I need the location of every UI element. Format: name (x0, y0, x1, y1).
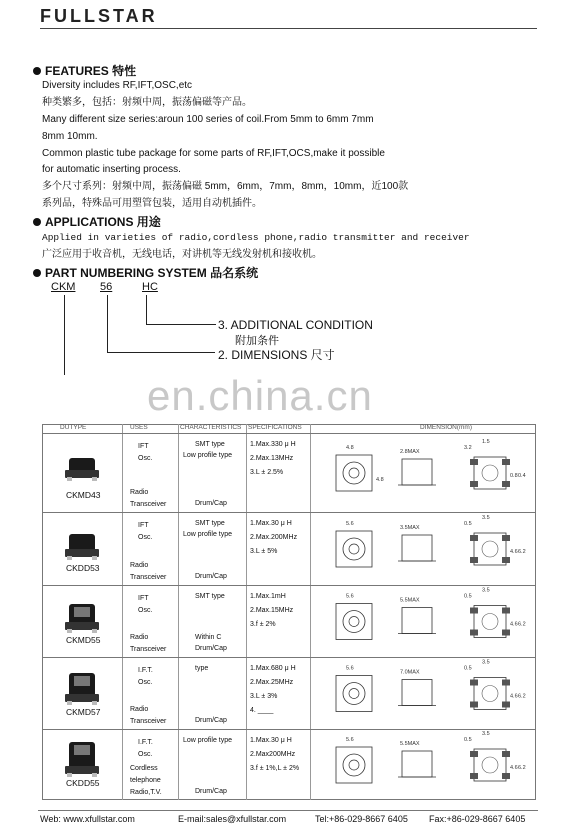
features-line: 多个尺寸系列：射频中周，振荡偏磁 5mm，6mm，7mm，8mm，10mm，近100款 (42, 181, 409, 192)
footprint-outline (474, 749, 506, 781)
component-pin (67, 701, 72, 705)
table-header: DIMENSION(mm) (420, 424, 472, 431)
applications-line: 广泛应用于收音机，无线电话，对讲机等无线发射机和接收机。 (42, 249, 322, 260)
footprint-core (482, 686, 498, 702)
features-line: Diversity includes RF,IFT,OSC,etc (42, 80, 193, 91)
component-base (65, 549, 99, 557)
dimension-label: 3.5 (482, 731, 490, 737)
footprint-core (482, 757, 498, 773)
row-divider (42, 729, 536, 730)
top-view-outline (336, 455, 372, 491)
footprint-pad (502, 702, 510, 708)
dimension-label: 5.6 (346, 665, 354, 672)
specification-text: 2.Max200MHz (250, 751, 296, 758)
top-view-core (343, 611, 365, 633)
header-divider (40, 28, 537, 29)
footprint-pad (470, 702, 478, 708)
component-photo (55, 668, 115, 708)
uses-text: Radio (130, 634, 149, 641)
component-pin (92, 629, 97, 633)
features-line: 8mm 10mm. (42, 131, 98, 142)
features-heading (33, 62, 136, 79)
footprint-pad (502, 481, 510, 487)
specification-text: 1.Max.680 μ H (250, 665, 296, 672)
dimension-label: 3.5 (482, 587, 490, 594)
dimension-label: 3.5 (482, 515, 490, 521)
dimension-drawing (314, 437, 534, 509)
specification-text: 2.Max.25MHz (250, 679, 294, 686)
bullet-icon (33, 269, 41, 277)
uses-text: Transceiver (130, 718, 167, 725)
connector-line (64, 295, 65, 375)
footprint-pad (502, 608, 510, 614)
component-pin (92, 701, 97, 705)
side-view-outline (402, 751, 432, 777)
column-divider (246, 424, 247, 800)
dimension-drawing (314, 516, 534, 582)
part-code-series: CKM (51, 281, 76, 293)
features-line: Common plastic tube package for some parts of RF,IFT,OCS,make it possible (42, 148, 385, 159)
dimension-label: 0.5 (464, 665, 472, 672)
row-divider (42, 512, 536, 513)
uses-text: Osc. (138, 455, 153, 462)
footprint-outline (474, 606, 506, 638)
specification-text: 3.L ± 2.5% (250, 469, 284, 476)
table-header: CHARACTERISTICS (180, 424, 242, 431)
features-line: 种类繁多，包括：射频中周，振荡偏磁等产品。 (42, 97, 252, 108)
component-window (74, 745, 90, 755)
characteristics-text: Low profile type (183, 737, 233, 744)
component-photo (55, 523, 115, 563)
connector-line (107, 295, 108, 353)
uses-text: IFT (138, 522, 149, 529)
brand-logo-text: FULLSTAR (40, 6, 158, 26)
specification-text: 1.Max.330 μ H (250, 441, 296, 448)
dimension-drawing (314, 661, 534, 726)
footprint-pad (502, 773, 510, 779)
features-line: Many different size series:aroun 100 series of coil.From 5mm to 6mm 7mm (42, 114, 374, 125)
dimension-label: 4.8 (376, 477, 384, 483)
specification-text: 1.Max.30 μ H (250, 520, 292, 527)
top-view-core (343, 683, 365, 705)
dimension-label: 5.5MAX (400, 597, 420, 604)
condition-3-label: 3. ADDITIONAL CONDITION (218, 318, 373, 332)
dimension-label: 6.2 (518, 621, 526, 628)
uses-text: Transceiver (130, 646, 167, 653)
dimension-label: 0.5 (464, 521, 472, 527)
characteristics-text: SMT type (195, 593, 225, 600)
component-pin (67, 773, 72, 777)
top-view-outline (336, 604, 372, 640)
top-view-slot (349, 760, 359, 770)
footprint-core (482, 614, 498, 630)
top-view-slot (349, 544, 359, 554)
footprint-pad (470, 630, 478, 636)
characteristics-text: Low profile type (183, 531, 233, 538)
footprint-pad (470, 680, 478, 686)
footprint-pad (470, 481, 478, 487)
component-window (74, 607, 90, 617)
dimension-label: 0.5 (464, 593, 472, 600)
footer-tel: Tel:+86-029-8667 6405 (315, 814, 408, 824)
specification-text: 2.Max.15MHz (250, 607, 294, 614)
features-line: for automatic inserting process. (42, 164, 181, 175)
part-code-dimension: 56 (100, 281, 113, 293)
characteristics-text: Low profile type (183, 452, 233, 459)
dimension-label: 4.6 (510, 621, 518, 628)
footprint-pad (470, 751, 478, 757)
footprint-outline (474, 533, 506, 565)
dimension-label: 5.6 (346, 521, 354, 527)
watermark: en.china.cn (147, 372, 373, 419)
uses-text: Radio (130, 562, 149, 569)
uses-text: I.F.T. (138, 667, 153, 674)
specification-text: 4. ____ (250, 707, 274, 714)
condition-2-label: 2. DIMENSIONS 尺寸 (218, 348, 335, 362)
specification-text: 2.Max.200MHz (250, 534, 298, 541)
footprint-pad (470, 608, 478, 614)
footprint-pad (470, 535, 478, 541)
table-header: SPECIFICATIONS (248, 424, 302, 431)
features-line: 系列品，特殊品可用塑管包装，适用自动机插件。 (42, 198, 262, 209)
row-divider (42, 657, 536, 658)
features-heading-text: FEATURES 特性 (45, 64, 137, 78)
dimension-label: 3.5 (482, 659, 490, 666)
connector-line (146, 295, 147, 325)
footprint-pad (470, 557, 478, 563)
footprint-pad (502, 535, 510, 541)
characteristics-text: SMT type (195, 520, 225, 527)
uses-text: IFT (138, 443, 149, 450)
column-divider (178, 424, 179, 800)
uses-text: Cordless (130, 765, 158, 772)
model-number: CKMD43 (66, 490, 101, 500)
dimension-drawing (314, 733, 534, 797)
specification-text: 3.L ± 3% (250, 693, 278, 700)
uses-text: Osc. (138, 534, 153, 541)
footprint-pad (502, 680, 510, 686)
component-pin (67, 477, 72, 481)
part-numbering-heading (33, 264, 258, 281)
dimension-label: 5.6 (346, 737, 354, 743)
specification-text: 1.Max.30 μ H (250, 737, 292, 744)
footprint-core (482, 465, 498, 481)
dimension-label: 6.2 (518, 765, 526, 771)
component-pin (92, 773, 97, 777)
specification-text: 3.L ± 5% (250, 548, 278, 555)
dimension-label: 6.2 (518, 693, 526, 700)
column-divider (122, 424, 123, 800)
footprint-pad (470, 459, 478, 465)
footer-web: Web: www.xfullstar.com (40, 814, 135, 824)
dimension-label: 4.6 (510, 765, 518, 771)
characteristics-text: Drum/Cap (195, 500, 227, 507)
uses-text: Transceiver (130, 574, 167, 581)
side-view-outline (402, 680, 432, 706)
component-photo (55, 444, 115, 484)
specification-text: 1.Max.1mH (250, 593, 286, 600)
connector-line (146, 324, 216, 325)
dimension-label: 4.6 (510, 549, 518, 555)
top-view-slot (349, 617, 359, 627)
top-view-slot (349, 689, 359, 699)
top-view-core (343, 538, 365, 560)
dimension-label: 0.4 (518, 473, 526, 479)
part-numbering-heading-text: PART NUMBERING SYSTEM 品名系统 (45, 266, 259, 280)
dimension-label: 5.6 (346, 593, 354, 600)
connector-line (107, 352, 215, 353)
component-window (74, 676, 90, 686)
dimension-label: 7.0MAX (400, 669, 420, 676)
model-number: CKDD55 (66, 778, 100, 788)
uses-text: telephone (130, 777, 161, 784)
footer-fax: Fax:+86-029-8667 6405 (429, 814, 526, 824)
applications-heading-text: APPLICATIONS 用途 (45, 215, 161, 229)
bullet-icon (33, 218, 41, 226)
footprint-outline (474, 678, 506, 710)
footprint-pad (470, 773, 478, 779)
footprint-pad (502, 557, 510, 563)
dimension-label: 3.2 (464, 445, 472, 451)
component-photo (55, 596, 115, 636)
component-pin (67, 556, 72, 560)
footprint-core (482, 541, 498, 557)
characteristics-text: Drum/Cap (195, 645, 227, 652)
component-pin (92, 477, 97, 481)
characteristics-text: Drum/Cap (195, 788, 227, 795)
component-base (65, 766, 99, 774)
dimension-label: 4.6 (510, 693, 518, 700)
specification-text: 3.f ± 2% (250, 621, 276, 628)
dimension-label: 1.5 (482, 439, 490, 445)
footer-email: E-mail:sales@xfullstar.com (178, 814, 287, 824)
component-base (65, 622, 99, 630)
characteristics-text: Within C (195, 634, 222, 641)
characteristics-text: Drum/Cap (195, 573, 227, 580)
uses-text: Radio (130, 706, 149, 713)
top-view-outline (336, 676, 372, 712)
uses-text: Radio (130, 489, 149, 496)
column-divider (310, 424, 311, 800)
applications-line: Applied in varieties of radio,cordless phone,radio transmitter and receiver (42, 232, 470, 243)
top-view-outline (336, 531, 372, 567)
uses-text: I.F.T. (138, 739, 153, 746)
top-view-core (343, 754, 365, 776)
characteristics-text: Drum/Cap (195, 717, 227, 724)
specification-text: 2.Max.13MHz (250, 455, 294, 462)
top-view-core (343, 462, 365, 484)
dimension-label: 5.5MAX (400, 741, 420, 747)
side-view-outline (402, 535, 432, 561)
uses-text: Radio,T.V. (130, 789, 162, 796)
bullet-icon (33, 67, 41, 75)
part-code-condition: HC (142, 281, 158, 293)
dimension-label: 0.8 (510, 473, 518, 479)
footprint-pad (502, 630, 510, 636)
footprint-pad (502, 751, 510, 757)
condition-3-chinese: 附加条件 (235, 335, 279, 347)
uses-text: Osc. (138, 607, 153, 614)
model-number: CKMD55 (66, 635, 101, 645)
table-header: USES (130, 424, 148, 431)
component-base (65, 470, 99, 478)
top-view-outline (336, 747, 372, 783)
uses-text: Osc. (138, 751, 153, 758)
footprint-pad (502, 459, 510, 465)
component-pin (92, 556, 97, 560)
dimension-label: 0.5 (464, 737, 472, 743)
uses-text: IFT (138, 595, 149, 602)
dimension-label: 4.8 (346, 445, 354, 451)
footer-divider (38, 810, 538, 811)
top-view-slot (349, 468, 359, 478)
uses-text: Osc. (138, 679, 153, 686)
dimension-label: 3.5MAX (400, 525, 420, 531)
dimension-label: 6.2 (518, 549, 526, 555)
uses-text: Transceiver (130, 501, 167, 508)
dimension-drawing (314, 589, 534, 654)
applications-heading (33, 213, 161, 230)
side-view-outline (402, 608, 432, 634)
side-view-outline (402, 459, 432, 485)
model-number: CKDD53 (66, 563, 100, 573)
specification-text: 3.f ± 1%,L ± 2% (250, 765, 300, 772)
row-divider (42, 585, 536, 586)
model-number: CKMD57 (66, 707, 101, 717)
row-divider (42, 433, 536, 434)
footprint-outline (474, 457, 506, 489)
table-header: DUTYPE (60, 424, 87, 431)
dimension-label: 2.8MAX (400, 449, 420, 455)
component-base (65, 694, 99, 702)
component-photo (55, 740, 115, 780)
component-pin (67, 629, 72, 633)
characteristics-text: SMT type (195, 441, 225, 448)
characteristics-text: type (195, 665, 209, 672)
